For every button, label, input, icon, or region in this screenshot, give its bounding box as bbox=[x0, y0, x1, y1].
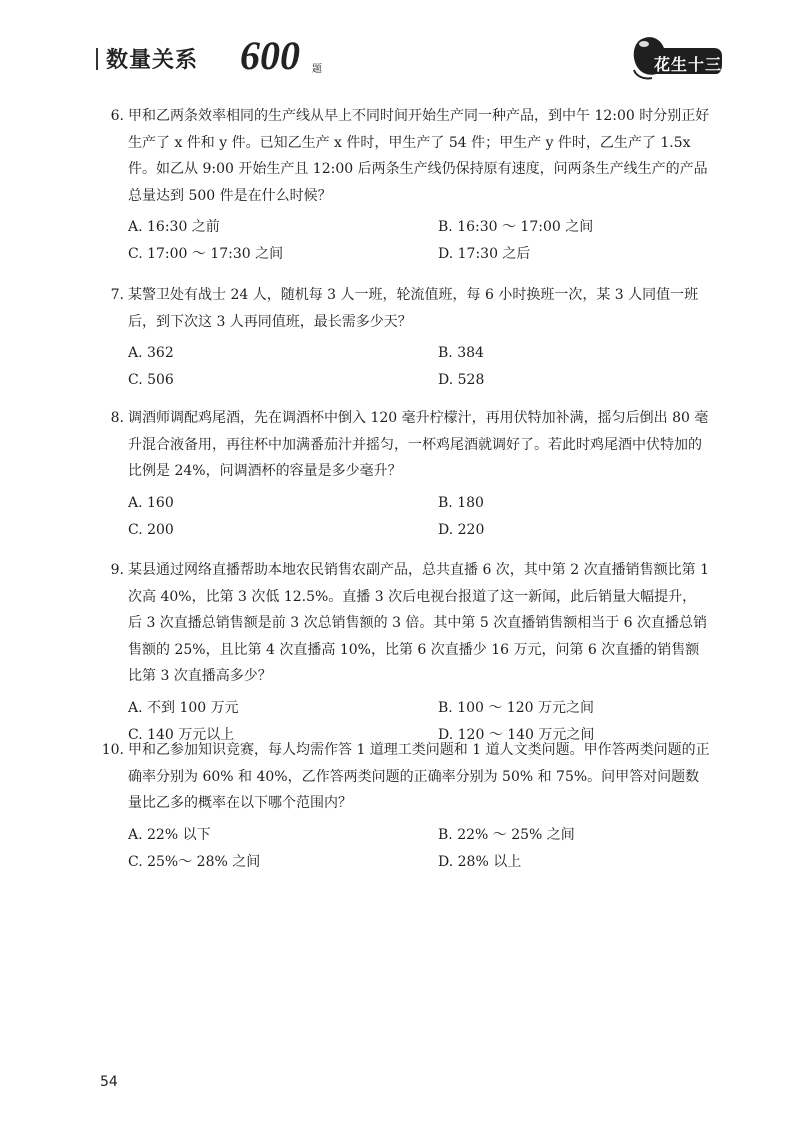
option-b: B. 16:30 ～ 17:00 之间 bbox=[438, 219, 594, 235]
question-stem bbox=[100, 737, 710, 817]
option-a: A. 16:30 之前 bbox=[128, 219, 220, 235]
question-stem bbox=[100, 103, 710, 209]
question-text: 甲和乙两条效率相同的生产线从早上不同时间开始生产同一种产品，到中午 12:00 时分别正好生产了 x 件和 y 件。已知乙生产 x 件时，甲生产了 54 件；甲生产 y 件时，乙生产了 1.5x 件。如乙从 9:00 开始生产且 12:00 后两条生产线仍保持原有速度，问两条生产线生产的产品总量达到 500 件是在什么时候？ bbox=[128, 108, 710, 204]
question-text: 甲和乙参加知识竞赛，每人均需作答 1 道理工类问题和 1 道人文类问题。甲作答两类问题的正确率分别为 60% 和 40%，乙作答两类问题的正确率分别为 50% 和 75%。问甲答对问题数量比乙多的概率在以下哪个范围内？ bbox=[128, 742, 710, 811]
option-d: D. 220 bbox=[438, 521, 485, 538]
option-a: A. 362 bbox=[128, 345, 174, 361]
answer-options bbox=[128, 214, 710, 267]
question-7 bbox=[100, 282, 710, 393]
brand-logo-text: 花生十三 bbox=[654, 55, 723, 74]
question-number: 6. bbox=[110, 108, 124, 124]
question-10 bbox=[100, 737, 710, 875]
option-b: B. 384 bbox=[438, 345, 484, 361]
question-number: 7. bbox=[110, 287, 124, 303]
option-d: D. 17:30 之后 bbox=[438, 246, 531, 262]
question-text: 某县通过网络直播帮助本地农民销售农副产品，总共直播 6 次，其中第 2 次直播销售额比第 1 次高 40%，比第 3 次低 12.5%。直播 3 次后电视台报道了这一新闻，此后销量大幅提升，后 3 次直播总销售额是前 3 次总销售额的 3 倍。其中第 5 次直播销售额相当于 6 次直播总销售额的 25%，且比第 4 次直播高 10%，比第 6 次直播少 16 万元，问第 6 次直播的销售额比第 3 次直播高多少？ bbox=[128, 562, 709, 684]
question-number: 10. bbox=[101, 742, 124, 758]
page-header bbox=[72, 30, 732, 88]
question-number: 9. bbox=[110, 562, 124, 578]
option-a: A. 22% 以下 bbox=[128, 826, 211, 843]
option-d: D. 528 bbox=[438, 372, 485, 388]
question-stem bbox=[100, 282, 710, 335]
book-title-suffix: 题 bbox=[312, 64, 322, 75]
page-number: 54 bbox=[100, 1074, 118, 1090]
option-d: D. 28% 以上 bbox=[438, 853, 522, 870]
answer-options bbox=[128, 822, 710, 875]
question-8 bbox=[100, 405, 710, 543]
brand-logo bbox=[624, 30, 724, 82]
option-a: A. 160 bbox=[128, 494, 174, 511]
answer-options bbox=[128, 490, 710, 543]
option-c: C. 25%～ 28% 之间 bbox=[128, 853, 261, 870]
question-6 bbox=[100, 103, 710, 267]
question-text: 调酒师调配鸡尾酒，先在调酒杯中倒入 120 毫升柠檬汁，再用伏特加补满，摇匀后倒出 80 毫升混合液备用，再往杯中加满番茄汁并摇匀，一杯鸡尾酒就调好了。若此时鸡尾酒中伏特加的比例是 24%，问调酒杯的容量是多少毫升？ bbox=[128, 410, 709, 479]
option-d: D. 120 ～ 140 万元之间 bbox=[438, 726, 595, 743]
option-b: B. 22% ～ 25% 之间 bbox=[438, 826, 575, 843]
option-c: C. 140 万元以上 bbox=[128, 726, 235, 743]
book-title-number: 600 bbox=[240, 33, 300, 78]
question-stem bbox=[100, 405, 710, 485]
option-c: C. 506 bbox=[128, 372, 174, 388]
answer-options bbox=[128, 340, 710, 393]
option-b: B. 100 ～ 120 万元之间 bbox=[438, 699, 594, 716]
question-text: 某警卫处有战士 24 人，随机每 3 人一班，轮流值班，每 6 小时换班一次，某 3 人同值一班后，到下次这 3 人再同值班，最长需多少天？ bbox=[128, 287, 699, 330]
option-c: C. 17:00 ～ 17:30 之间 bbox=[128, 246, 284, 262]
option-c: C. 200 bbox=[128, 521, 174, 538]
header-divider bbox=[96, 48, 98, 70]
question-9 bbox=[100, 557, 710, 748]
option-a: A. 不到 100 万元 bbox=[128, 699, 239, 716]
question-number: 8. bbox=[110, 410, 124, 426]
book-title: 数量关系 bbox=[106, 48, 199, 73]
question-stem bbox=[100, 557, 710, 690]
option-b: B. 180 bbox=[438, 494, 484, 511]
